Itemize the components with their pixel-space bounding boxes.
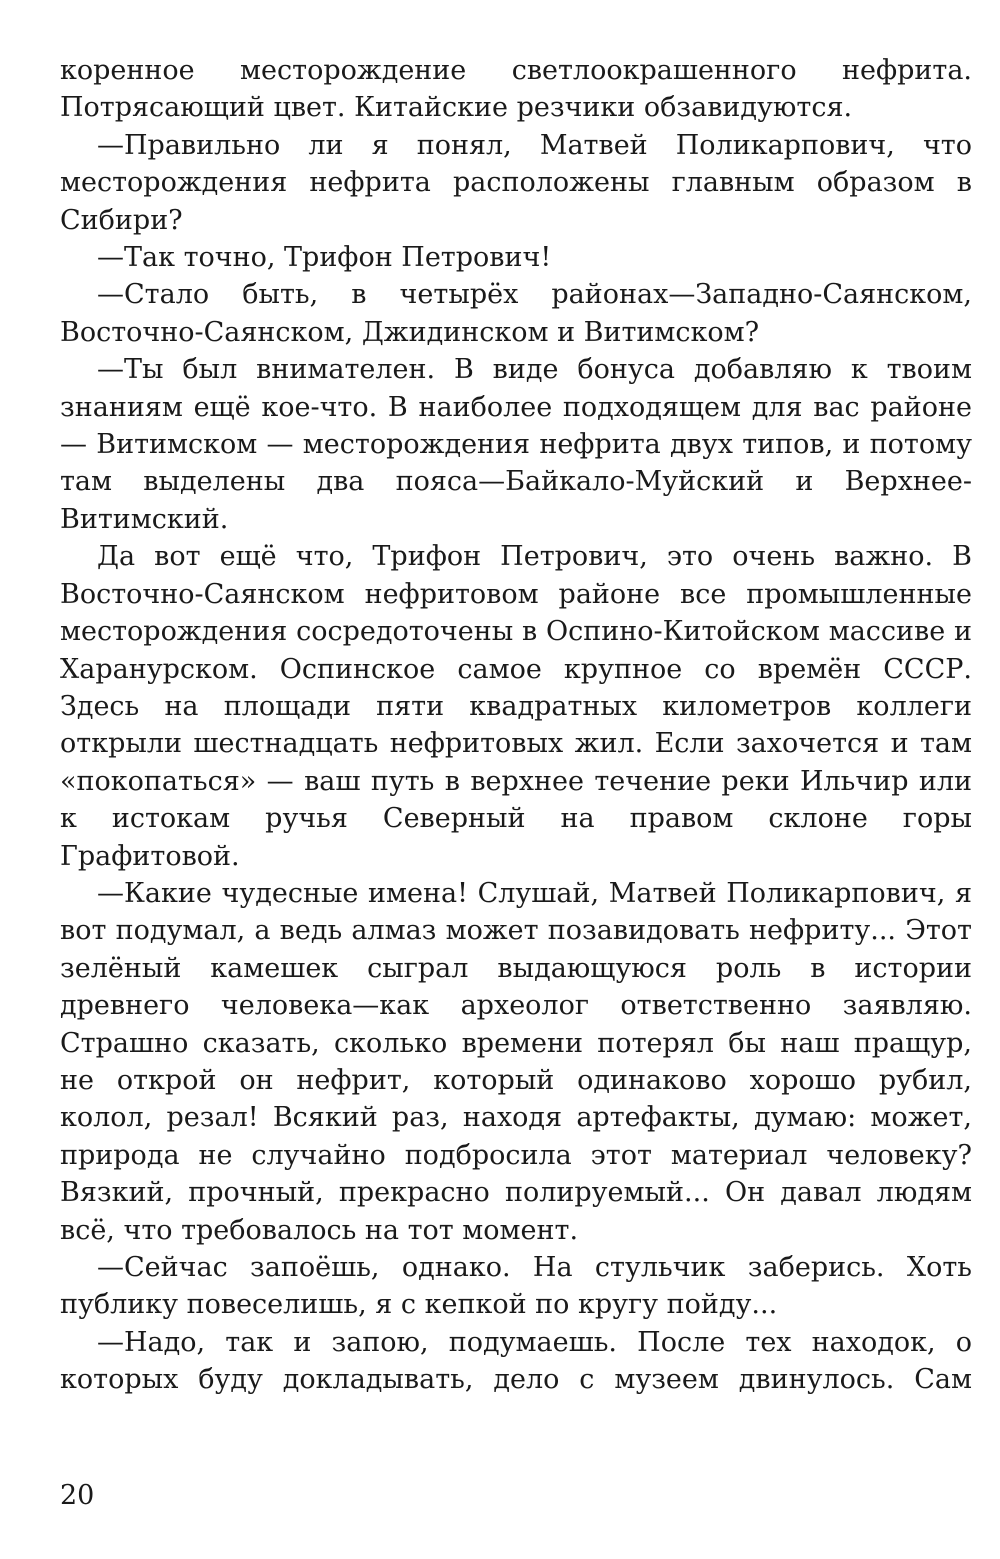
paragraph: —Сейчас запоёшь, однако. На стульчик заберись. Хоть публику повеселишь, я с кепкой по кругу пойду... xyxy=(60,1252,972,1321)
body-text xyxy=(60,52,972,1399)
paragraph: —Правильно ли я понял, Матвей Поликарпович, что месторождения нефрита расположены главным образом в Сибири? xyxy=(60,129,972,236)
paragraph: Да вот ещё что, Трифон Петрович, это очень важно. В Восточно-Саянском нефритовом районе все промышленные месторождения сосредоточены в Оспино-Китойском массиве и Харанурском. Оспинское самое крупное со времён СССР. Здесь на площади пяти квадратных километров коллеги открыли шестнадцать нефритовых жил. Если захочется и там «покопаться» — ваш путь в верхнее течение реки Ильчир или к истокам ручья Северный на правом склоне горы Графитовой. xyxy=(60,541,972,872)
paragraph: коренное месторождение светлоокрашенного нефрита. Потрясающий цвет. Китайские резчики обзавидуются. xyxy=(60,55,972,124)
paragraph: —Стало быть, в четырёх районах—Западно-Саянском, Восточно-Саянском, Джидинском и Витимском? xyxy=(60,279,972,348)
paragraph: —Ты был внимателен. В виде бонуса добавляю к твоим знаниям ещё кое-что. В наиболее подходящем для вас районе — Витимском — месторождения нефрита двух типов, и потому там выделены два пояса—Байкало-Муйский и Верхнее-Витимский. xyxy=(60,354,972,535)
paragraph: —Какие чудесные имена! Слушай, Матвей Поликарпович, я вот подумал, а ведь алмаз может позавидовать нефриту... Этот зелёный камешек сыграл выдающуюся роль в истории древнего человека—как археолог ответственно заявляю. Страшно сказать, сколько времени потерял бы наш пращур, не открой он нефрит, который одинаково хорошо рубил, колол, резал! Всякий раз, находя артефакты, думаю: может, природа не случайно подбросила этот материал человеку? Вязкий, прочный, прекрасно полируемый... Он давал людям всё, что требовалось на тот момент. xyxy=(60,877,972,1246)
paragraph: —Так точно, Трифон Петрович! xyxy=(97,242,552,274)
paragraph: —Надо, так и запою, подумаешь. После тех находок, о которых буду докладывать, дело с музеем двинулось. Сам xyxy=(60,1326,972,1396)
page-number: 20 xyxy=(60,1480,95,1511)
